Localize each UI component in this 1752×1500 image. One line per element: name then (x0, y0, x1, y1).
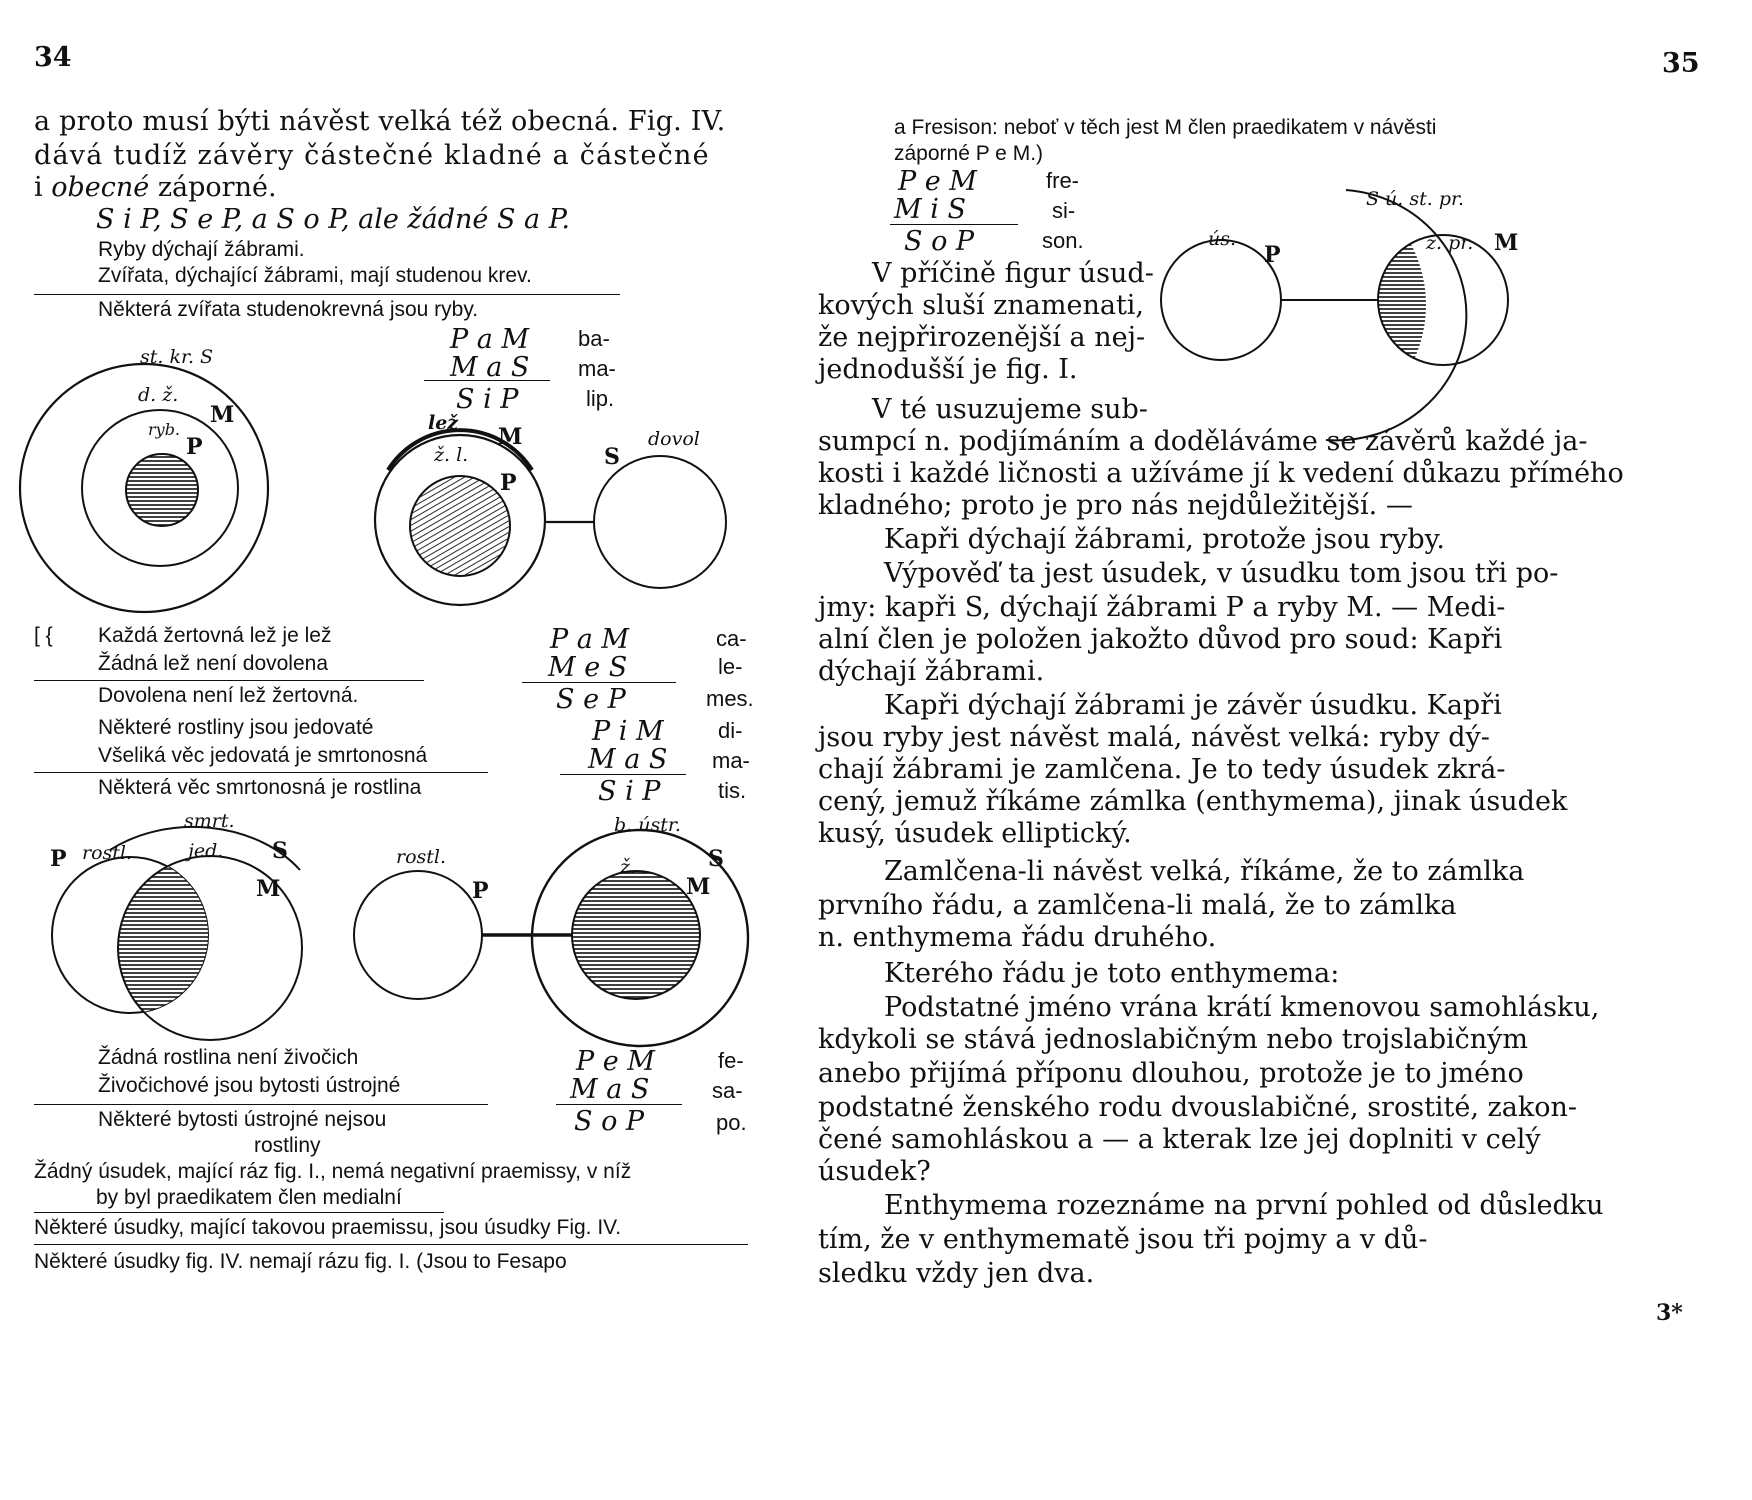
body-line-20: anebo přijímá příponu dlouhou, protože je to jméno (818, 1058, 1524, 1089)
ex2-mnemonic-3: mes. (706, 686, 754, 711)
ex3-rule (34, 772, 488, 773)
intro-line-2: dává tudíž závěry částečné kladné a částečné (34, 140, 710, 171)
ex4-formula-2: M a S (570, 1074, 650, 1105)
fig4-label-rostl: rostl. (396, 846, 447, 868)
fig3-label-rostl: rostl. (82, 842, 133, 864)
ex2-formula-3: S e P (556, 684, 626, 715)
fig3-label-P: P (50, 846, 67, 872)
fig3-label-smrt: smrt. (184, 810, 235, 832)
fig5-label-s: S ú. st. pr. (1366, 188, 1465, 210)
fig4-label-M: M (686, 874, 711, 900)
ex2-conclusion: Dovolena není lež žertovná. (98, 684, 359, 707)
ex1-formula-3: S i P (456, 384, 519, 415)
ex3-formula-rule (560, 774, 686, 775)
fig1-label-M: M (210, 402, 235, 428)
ex2-bracket: [ { (34, 624, 53, 647)
fig4-label-P: P (472, 878, 489, 904)
body-line-18: Podstatné jméno vrána krátí kmenovou samohlásku, (884, 992, 1600, 1023)
ex3-mnemonic-2: ma- (712, 748, 750, 773)
body-line-12: cený, jemuž říkáme zámlka (enthymema), jinak úsudek (818, 786, 1568, 817)
body-line-1: sumpcí n. podjímáním a doděláváme se závěrů každé ja- (818, 426, 1588, 457)
ex3-formula-3: S i P (598, 776, 661, 807)
body-line-6: jmy: kapři S, dýchají žábrami P a ryby M. — Medi- (818, 592, 1506, 623)
body-line-5: Výpověď ta jest úsudek, v úsudku tom jsou tři po- (884, 558, 1559, 589)
fig2-label-M: M (498, 424, 523, 450)
intro-line-4: S i P, S e P, a S o P, ale žádné S a P. (96, 204, 571, 235)
ex4-mnemonic-2: sa- (712, 1078, 743, 1103)
body-line-22: čené samohláskou a — a kterak lze jej doplniti v celý (818, 1124, 1541, 1155)
ex2-premise-2: Žádná lež není dovolena (98, 652, 329, 675)
page-number-right: 35 (1662, 48, 1700, 79)
fig1-label-P: P (186, 434, 203, 460)
ex1-formula-2: M a S (450, 352, 530, 383)
fig2-label-lez: lež (428, 412, 459, 434)
ex5-formula-1: P e M (898, 166, 977, 197)
intro-line-3-pre: i (34, 172, 52, 203)
fig1-label-inner: ryb. (148, 420, 181, 439)
closing-line-1: Žádný úsudek, mající ráz fig. I., nemá negativní praemissy, v níž (34, 1160, 632, 1183)
ex2-mnemonic-2: le- (718, 654, 743, 679)
body-line-7: alní člen je položen jakožto důvod pro soud: Kapři (818, 624, 1503, 655)
closing-line-4: Některé úsudky fig. IV. nemají rázu fig. I. (Jsou to Fesapo (34, 1250, 567, 1273)
signature-mark: 3* (1656, 1300, 1683, 1326)
body-line-13: kusý, úsudek elliptický. (818, 818, 1132, 849)
narrow-line-3: že nejpřirozenější a nej- (818, 322, 1146, 353)
ex3-mnemonic-1: di- (718, 718, 743, 743)
intro-line-3-italic: obecné (51, 172, 150, 203)
body-line-26: sledku vždy jen dva. (818, 1258, 1095, 1289)
ex5-formula-3: S o P (904, 226, 975, 257)
closing-rule-2 (34, 1244, 748, 1245)
body-line-16: n. enthymema řádu druhého. (818, 922, 1217, 953)
fig5-left-circle (1161, 240, 1281, 360)
ex4-premise-2: Živočichové jsou bytosti ústrojné (98, 1074, 401, 1097)
ex1-mnemonic-3: lip. (586, 386, 615, 411)
fig3-label-S: S (272, 838, 288, 864)
fig2-label-zl: ž. l. (434, 444, 469, 466)
ex5-mnemonic-2: si- (1052, 198, 1076, 223)
top-line-1: a Fresison: neboť v těch jest M člen praedikatem v návěsti (894, 116, 1437, 139)
fig2-inner-circle (410, 476, 510, 576)
fig3-label-M: M (256, 876, 281, 902)
body-line-21: podstatné ženského rodu dvouslabičné, srostité, zakon- (818, 1092, 1578, 1123)
body-line-10: jsou ryby jest návěst malá, návěst velká: ryby dý- (818, 722, 1490, 753)
body-line-2: kosti i každé ličnosti a užíváme jí k vedení důkazu přímého (818, 458, 1624, 489)
fig5-lens-fill (1166, 175, 1426, 435)
ex1-mnemonic-2: ma- (578, 356, 616, 381)
ex2-mnemonic-1: ca- (716, 626, 747, 651)
closing-rule-1 (34, 1212, 444, 1213)
ex3-premise-1: Některé rostliny jsou jedovaté (98, 716, 374, 739)
body-line-4: Kapři dýchají žábrami, protože jsou ryby. (884, 524, 1445, 555)
ex2-formula-rule (522, 682, 676, 683)
intro-line-3-post: záporné. (149, 172, 277, 203)
ex2-premise-1: Každá žertovná lež je lež (98, 624, 332, 647)
ex4-rule (34, 1104, 488, 1105)
ex4-mnemonic-3: po. (716, 1110, 747, 1135)
fig5-label-us: ús. (1208, 228, 1237, 250)
body-line-17: Kterého řádu je toto enthymema: (884, 958, 1340, 989)
ex4-conclusion-1: Některé bytosti ústrojné nejsou (98, 1108, 387, 1131)
ex5-mnemonic-3: son. (1042, 228, 1084, 253)
fig2-label-P: P (500, 470, 517, 496)
fig5-label-M: M (1494, 230, 1519, 256)
ex5-formula-2: M i S (894, 194, 966, 225)
ex4-conclusion-2: rostliny (254, 1134, 321, 1157)
body-line-15: prvního řádu, a zamlčena-li malá, že to zámlka (818, 890, 1457, 921)
body-line-14: Zamlčena-li návěst velká, říkáme, že to zámlka (884, 856, 1525, 887)
ex4-formula-1: P e M (576, 1046, 655, 1077)
closing-line-2: by byl praedikatem člen medialní (96, 1186, 402, 1209)
ex2-formula-2: M e S (548, 652, 628, 683)
fig4-label-z: ž. (620, 856, 637, 878)
right-page (818, 0, 1752, 1500)
narrow-line-1: V příčině figur úsud- (872, 258, 1154, 289)
body-line-23: úsudek? (818, 1156, 931, 1187)
fig1-label-middle: d. ž. (138, 384, 179, 406)
ex4-formula-3: S o P (574, 1106, 645, 1137)
fig2-label-dovol: dovol (648, 428, 700, 450)
narrow-line-2: kových sluší znamenati, (818, 290, 1145, 321)
ex3-premise-2: Všeliká věc jedovatá je smrtonosná (98, 744, 428, 767)
body-line-3: kladného; proto je pro nás nejdůležitější. — (818, 490, 1413, 521)
fig4-inner-circle (572, 871, 700, 999)
body-line-25: tím, že v enthymematě jsou tři pojmy a v dů- (818, 1224, 1428, 1255)
ex1-formula-1: P a M (450, 324, 530, 355)
ex3-formula-1: P i M (592, 716, 664, 747)
fig2-label-S: S (604, 444, 620, 470)
ex2-formula-1: P a M (550, 624, 630, 655)
ex4-formula-rule (556, 1104, 682, 1105)
ex3-formula-2: M a S (588, 744, 668, 775)
fig5-label-zpr: z. pr. (1426, 232, 1474, 254)
ex3-conclusion: Některá věc smrtonosná je rostlina (98, 776, 422, 799)
narrow-line-5: V té usuzujeme sub- (872, 394, 1148, 425)
ex1-mnemonic-1: ba- (578, 326, 610, 351)
ex4-mnemonic-1: fe- (718, 1048, 744, 1073)
fig4-left-circle (354, 871, 482, 999)
ex1-premise-2: Zvířata, dýchající žábrami, mají studenou krev. (98, 264, 532, 287)
body-line-19: kdykoli se stává jednoslabičným nebo trojslabičným (818, 1024, 1529, 1055)
body-line-24: Enthymema rozeznáme na první pohled od důsledku (884, 1190, 1604, 1221)
fig1-inner-circle (126, 454, 198, 526)
closing-line-3: Některé úsudky, mající takovou praemissu, jsou úsudky Fig. IV. (34, 1216, 622, 1239)
body-line-11: chají žábrami je zamlčena. Je to tedy úsudek zkrá- (818, 754, 1506, 785)
ex4-premise-1: Žádná rostlina není živočich (98, 1046, 359, 1069)
body-line-9: Kapři dýchají žábrami je závěr úsudku. Kapři (884, 690, 1502, 721)
ex1-conclusion: Některá zvířata studenokrevná jsou ryby. (98, 298, 479, 321)
ex1-premise-1: Ryby dýchají žábrami. (98, 238, 305, 261)
fig4-label-bustr: b. ústr. (614, 814, 681, 836)
fig4-label-S: S (708, 846, 724, 872)
ex2-rule (34, 680, 424, 681)
ex3-mnemonic-3: tis. (718, 778, 747, 803)
fig3-label-jed: jed. (188, 840, 224, 862)
intro-line-1: a proto musí býti návěst velká též obecná. Fig. IV. (34, 106, 726, 137)
narrow-line-4: jednodušší je fig. I. (818, 354, 1078, 385)
fig5-label-P: P (1264, 242, 1281, 268)
fig1-label-outer: st. kr. S (140, 346, 214, 368)
body-line-8: dýchají žábrami. (818, 656, 1045, 687)
top-line-2: záporné P e M.) (894, 142, 1044, 165)
ex5-mnemonic-1: fre- (1046, 168, 1079, 193)
fig2-right-circle (594, 456, 726, 588)
page-number-left: 34 (34, 42, 72, 73)
